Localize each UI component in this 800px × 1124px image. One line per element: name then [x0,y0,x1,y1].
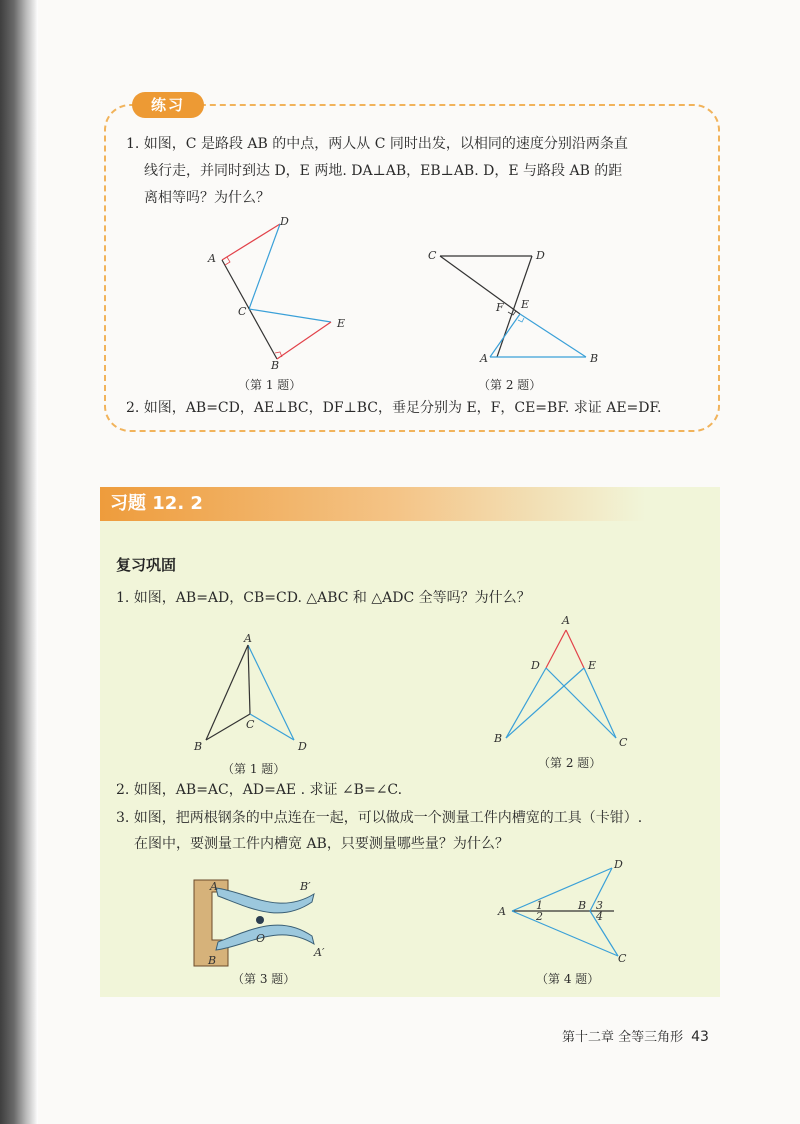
label-b: B [194,740,203,753]
segment-eb [277,322,331,359]
segment-ad [546,630,566,668]
practice-figure-2 [420,240,610,370]
label-e: E [588,659,597,672]
exercise-title: 习题 12. 2 [110,493,203,514]
label-b: B [578,899,587,912]
label-f: F [496,301,504,314]
angle-label-1: 1 [536,899,543,912]
segment-eb [520,314,586,357]
label-c: C [428,249,437,262]
segment-dc [249,224,280,309]
practice-q1-line2: 线行走，并同时到达 D，E 两地. DA⊥AB，EB⊥AB. D，E 与路段 AB 的距 [144,163,623,179]
label-b: B [208,954,217,967]
exercise-q1: 1. 如图，AB=AD，CB=CD. △ABC 和 △ADC 全等吗？为什么？ [116,590,531,606]
segment-ab [206,645,248,740]
segment-ce [249,309,331,322]
practice-figure-1-caption: （第 1 题） [238,378,302,392]
label-b: B [494,732,503,745]
segment-cf [440,256,520,314]
right-angle-e [518,318,524,322]
label-a: A [498,905,506,918]
segment-ac [248,645,250,714]
practice-q1-line3: 离相等吗？为什么？ [144,190,270,206]
label-c: C [619,736,628,749]
label-e: E [521,298,530,311]
label-d: D [531,659,540,672]
angle-label-4: 4 [596,910,603,923]
section-title: 复习巩固 [116,556,177,574]
pivot-o [256,916,264,924]
exercise-figure-1-caption: （第 1 题） [222,762,286,776]
label-a-prime: A′ [314,946,325,959]
segment-da [222,224,280,260]
exercise-figure-4 [492,856,642,966]
angle-label-3: 3 [596,899,603,912]
exercise-figure-2 [488,612,638,752]
exercise-figure-2-caption: （第 2 题） [538,756,602,770]
segment-be [506,668,584,738]
segment-ec [584,668,616,738]
book-binding [0,0,38,1124]
segment-bc [206,714,250,740]
label-d: D [536,249,545,262]
label-a: A [208,252,216,265]
exercise-figure-3-caption: （第 3 题） [232,972,296,986]
exercise-q2: 2. 如图，AB=AC，AD=AE . 求证 ∠B=∠C. [116,782,403,798]
label-c: C [618,952,627,965]
label-a: A [210,880,218,893]
exercise-q3-line2: 在图中，要测量工件内槽宽 AB，只要测量哪些量？为什么？ [134,836,509,852]
segment-db [506,668,546,738]
label-b-prime: B′ [300,880,311,893]
label-a: A [244,632,252,645]
page-number: 43 [691,1029,709,1045]
label-e: E [337,317,346,330]
exercise-figure-1 [190,630,320,760]
label-a: A [562,614,570,627]
practice-figure-1 [200,212,360,372]
practice-tab: 练习 [132,92,204,118]
label-d: D [298,740,307,753]
segment-dc [546,668,616,738]
exercise-figure-4-caption: （第 4 题） [536,972,600,986]
label-c: C [238,305,247,318]
label-b: B [590,352,599,365]
segment-ae [566,630,584,668]
practice-q2: 2. 如图，AB=CD，AE⊥BC，DF⊥BC，垂足分别为 E，F，CE=BF. 求证 AE=DF. [126,400,662,416]
practice-figure-2-caption: （第 2 题） [478,378,542,392]
chapter-title: 第十二章 全等三角形 [562,1030,684,1045]
exercise-figure-3 [188,872,338,970]
label-a: A [480,352,488,365]
segment-ae [490,314,520,357]
angle-label-2: 2 [536,910,543,923]
label-b: B [271,359,280,372]
page-footer [562,1026,709,1045]
label-d: D [614,858,623,871]
practice-q1-line1: 1. 如图，C 是路段 AB 的中点，两人从 C 同时出发，以相同的速度分别沿两条直 [126,136,628,152]
label-o: O [256,932,266,945]
segment-bc [590,911,618,956]
label-d: D [280,215,289,228]
exercise-q3-line1: 3. 如图，把两根钢条的中点连在一起，可以做成一个测量工件内槽宽的工具（卡钳）. [116,810,643,826]
label-c: C [246,718,255,731]
